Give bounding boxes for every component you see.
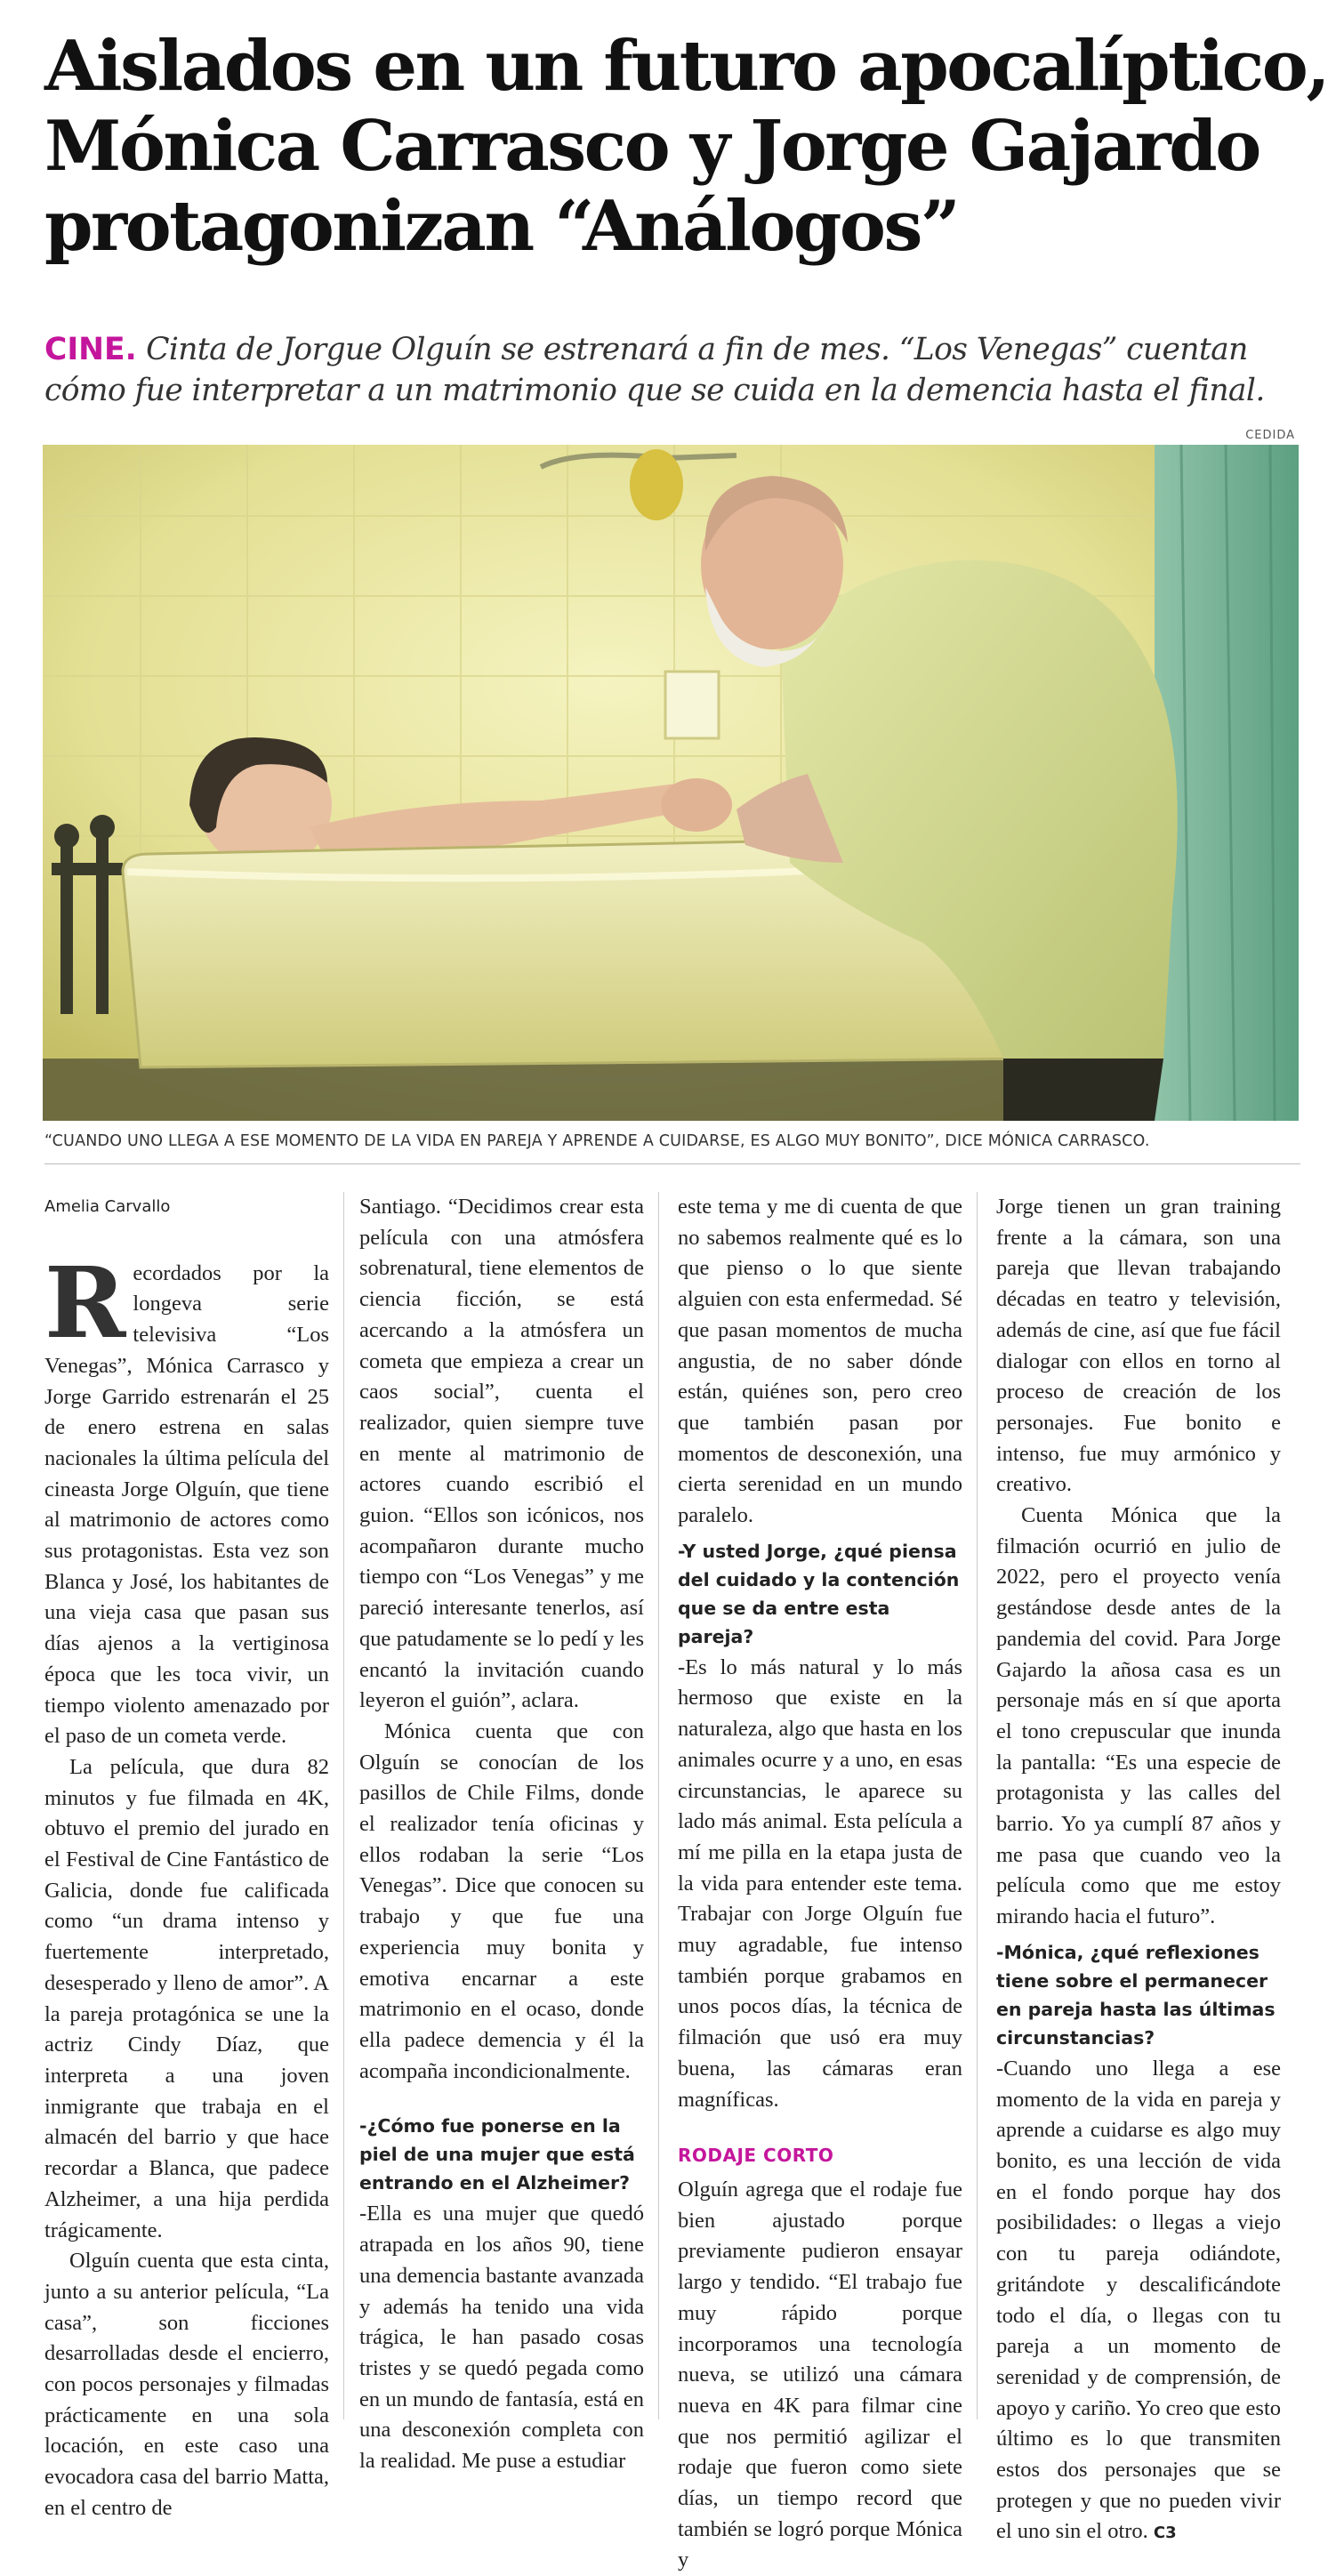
photo-caption: “CUANDO UNO LLEGA A ESE MOMENTO DE LA VIDA EN PAREJA Y APRENDE A CUIDARSE, ES ALGO MUY BONITO”, DICE MÓNICA CARRASCO. [44, 1132, 1150, 1150]
paragraph: La película, que dura 82 minutos y fue filmada en 4K, obtuvo el premio del jurado en el Festival de Cine Fantástico de Galicia, donde fue calificada como “un drama intenso y fuertemente interpretado, desesperado y lleno de amor”. A la pareja protagónica se une la actriz Cindy Díaz, que interpreta a una joven inmigrante que trabaja en el almacén del barrio y que hace recordar a Blanca, que padece Alzheimer, a una hija perdida trágicamente. [44, 1754, 329, 2242]
paragraph: Santiago. “Decidimos crear esta película con una atmósfera sobrenatural, tiene elementos de ciencia ficción, se está acercando a la atmósfera un cometa que empieza a crear un caos social”, cuenta el realizador, quien siempre tuve en mente al matrimonio de actores cuando escribió el guion. “Ellos son icónicos, nos acompañaron durante mucho tiempo con “Los Venegas” y me pareció interesante tenerlos, así que patudamente se lo pedí y les encantó la invitación cuando leyeron el guión”, aclara. [359, 1195, 644, 1713]
main-photo [43, 445, 1299, 1121]
column-divider [658, 1192, 659, 2419]
subheading: RODAJE CORTO [678, 2145, 834, 2167]
paragraph [996, 2054, 1281, 2549]
headline-line-2: Mónica Carrasco y Jorge Gajardo [44, 106, 1260, 187]
paragraph: -Es lo más natural y lo más hermoso que existe en la naturaleza, algo que hasta en los animales ocurre y a uno, en esas circunstancias, le aparece su lado más animal. Esta película a mí me pilla en la etapa justa de la vida para entender este tema. Trabajar con Jorge Olguín fue muy agradable, fue intenso también porque grabamos en unos pocos días, la técnica de filmación que usó era muy buena, las cámaras eran magníficas. [678, 1654, 962, 2112]
byline: Amelia Carvallo [44, 1197, 171, 1216]
paragraph: Cuenta Mónica que la filmación ocurrió en julio de 2022, pero el proyecto venía gestándose desde antes de la pandemia del covid. Para Jorge Gajardo la añosa casa es un personaje más en sí que aporta el tono crepuscular que inunda la pantalla: “Es una especie de protagonista y las calles del barrio. Yo ya cumplí 87 años y me pasa que cuando veo la película como que me estoy mirando hacia el futuro”. [996, 1503, 1281, 1929]
interview-question: -¿Cómo fue ponerse en la piel de una mujer que está entrando en el Alzheimer? [359, 2115, 635, 2194]
paragraph-text: -Cuando uno llega a ese momento de la vida en pareja y aprende a cuidarse es algo muy bonito, es una lección de vida en el fondo porque hay dos posibilidades: o llegas a viejo con tu pareja odiándote, gritándote y descalificándote todo el día, o llegas con tu pareja a un momento de serenidad y de comprensión, de apoyo y cariño. Yo creo que esto último es lo que transmiten estos dos personajes que se protegen y que no pueden vivir el uno sin el otro. [996, 2056, 1281, 2544]
caption-rule [44, 1163, 1300, 1164]
wall-vent [665, 672, 719, 738]
paragraph: Mónica cuenta que con Olguín se conocían de los pasillos de Chile Films, donde el realizador tenía oficinas y ellos rodaban la serie “Los Venegas”. Dice que conocen su trabajo y que fue una experiencia muy bonita y emotiva encarnar a este matrimonio en el ocaso, donde ella padece demencia y él la acompaña incondicionalmente. [359, 1719, 644, 2083]
sponge [630, 449, 683, 520]
paragraph-text: ecordados por la longeva serie televisiva “Los Venegas”, Mónica Carrasco y Jorge Garrido estrenarán el 25 de enero estrena en salas nacionales la última película del cineasta Jorge Olguín, que tiene al matrimonio de actores como sus protagonistas. Esta vez son Blanca y José, los habitantes de una vieja casa que pasan sus días ajenos a la vertiginosa época que les toca vivir, un tiempo violento amenazado por el paso de un cometa verde. [44, 1260, 329, 1749]
article-column-3 [678, 1192, 962, 2576]
paragraph: Olguín agrega que el rodaje fue bien ajustado porque previamente pudieron ensayar largo y tendido. “El trabajo fue muy rápido porque incorporamos una tecnología nueva, se utilizó una cámara nueva en 4K para filmar cine que nos permitió agilizar el rodaje que fueron como siete días, un tiempo record que también se logró porque Mónica y [678, 2177, 962, 2572]
photo-credit: CEDIDA [1245, 429, 1295, 442]
column-divider [343, 1192, 344, 2419]
interview-question: -Mónica, ¿qué reflexiones tiene sobre el permanecer en pareja hasta las últimas circunstancias? [996, 1941, 1276, 2049]
end-mark: C3 [1153, 2524, 1177, 2543]
paragraph: -Ella es una mujer que quedó atrapada en los años 90, tiene una demencia bastante avanzada y además ha tenido una vida trágica, le han pasado cosas tristes y se quedó pegada como en un mundo de fantasía, está en una desconexión completa con la realidad. Me puse a estudiar [359, 2202, 644, 2474]
clasped-hands [661, 778, 732, 832]
drop-cap: R [44, 1244, 126, 1360]
article-column-2 [359, 1192, 644, 2477]
bathroom-scene-illustration [43, 445, 1299, 1121]
paragraph [44, 1244, 329, 1752]
headline-line-1: Aislados en un futuro apocalíptico, [44, 26, 1328, 107]
column-divider [977, 1192, 978, 2419]
deck-line-1 [44, 329, 1299, 370]
deck-line-2: cómo fue interpretar a un matrimonio que se cuida en la demencia hasta el final. [44, 373, 1265, 408]
paragraph: este tema y me di cuenta de que no sabemos realmente qué es lo que pienso o lo que siente alguien con esta enfermedad. Sé que pasan momentos de mucha angustia, de no saber dónde están, quiénes son, pero creo que también pasan por momentos de desconexión, una cierta serenidad en un mundo paralelo. [678, 1195, 962, 1528]
section-label: CINE. [44, 332, 137, 367]
paragraph: Jorge tienen un gran training frente a la cámara, son una pareja que llevan trabajando décadas en teatro y televisión, además de cine, así que fue fácil dialogar con ellos en torno al proceso de creación de los personajes. Fue bonito e intenso, fue muy armónico y creativo. [996, 1195, 1281, 1497]
interview-question: -Y usted Jorge, ¿qué piensa del cuidado y la contención que se da entre esta pareja? [678, 1540, 960, 1647]
article-column-1 [44, 1192, 329, 2524]
deck [44, 329, 1299, 411]
deck-text-1: Cinta de Jorgue Olguín se estrenará a fin de mes. “Los Venegas” cuentan [136, 332, 1248, 367]
headline-line-3: protagonizan “Análogos” [44, 186, 959, 267]
article-column-4 [996, 1192, 1281, 2549]
paragraph: Olguín cuenta que esta cinta, junto a su anterior película, “La casa”, son ficciones desarrolladas desde el encierro, con pocos personajes y filmadas prácticamente en una sola locación, en este caso una evocadora casa del barrio Matta, en el centro de [44, 2249, 329, 2520]
headline [44, 26, 1328, 267]
